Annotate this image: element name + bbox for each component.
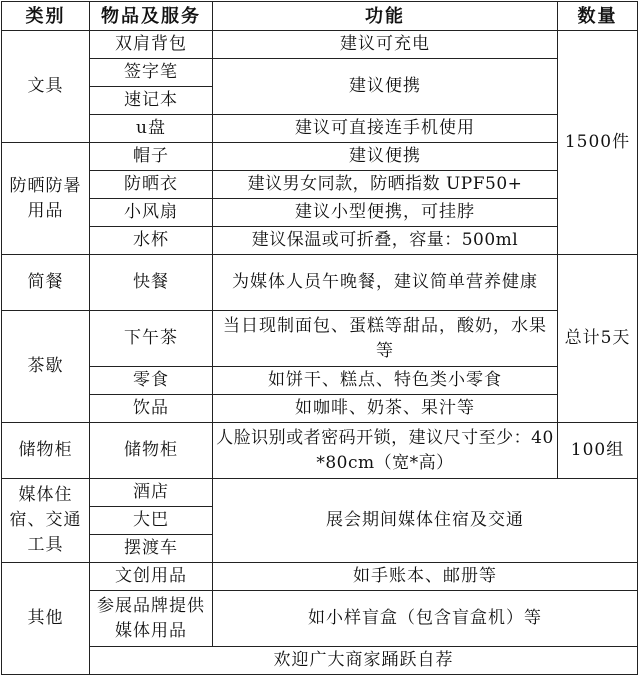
quantity-days: 总计5天 [558, 255, 638, 423]
category-tea: 茶歇 [2, 311, 90, 423]
table-row [2, 591, 638, 647]
item-cup: 水杯 [90, 227, 213, 255]
table-row [2, 423, 638, 479]
table-row [2, 171, 638, 199]
category-locker: 储物柜 [2, 423, 90, 479]
function-cup: 建议保温或可折叠，容量：500ml [213, 227, 558, 255]
function-pen-notebook: 建议便携 [213, 59, 558, 115]
item-fan: 小风扇 [90, 199, 213, 227]
item-pen: 签字笔 [90, 59, 213, 87]
function-udisk: 建议可直接连手机使用 [213, 115, 558, 143]
table-row [2, 479, 638, 507]
table-row [2, 647, 638, 675]
function-snack: 如饼干、糕点、特色类小零食 [213, 367, 558, 395]
header-item: 物品及服务 [90, 2, 213, 31]
table-row [2, 227, 638, 255]
header-function: 功能 [213, 2, 558, 31]
header-category: 类别 [2, 2, 90, 31]
item-brand: 参展品牌提供媒体用品 [90, 591, 213, 647]
item-locker: 储物柜 [90, 423, 213, 479]
item-afternoontea: 下午茶 [90, 311, 213, 367]
item-hotel: 酒店 [90, 479, 213, 507]
category-meal: 简餐 [2, 255, 90, 311]
table-row [2, 31, 638, 59]
function-sunclothes: 建议男女同款，防晒指数 UPF50+ [213, 171, 558, 199]
footer-note: 欢迎广大商家踊跃自荐 [90, 647, 638, 675]
table-row [2, 199, 638, 227]
category-media: 媒体住宿、交通工具 [2, 479, 90, 563]
item-backpack: 双肩背包 [90, 31, 213, 59]
header-row [2, 2, 638, 31]
function-fastfood: 为媒体人员午晚餐，建议简单营养健康 [213, 255, 558, 311]
table-row [2, 563, 638, 591]
function-backpack: 建议可充电 [213, 31, 558, 59]
function-drink: 如咖啡、奶茶、果汁等 [213, 395, 558, 423]
function-afternoontea: 当日现制面包、蛋糕等甜品，酸奶，水果等 [213, 311, 558, 367]
function-creative: 如手账本、邮册等 [213, 563, 638, 591]
table-row [2, 367, 638, 395]
category-other: 其他 [2, 563, 90, 675]
table-row [2, 143, 638, 171]
quantity-100: 100组 [558, 423, 638, 479]
function-fan: 建议小型便携，可挂脖 [213, 199, 558, 227]
item-drink: 饮品 [90, 395, 213, 423]
table-row [2, 311, 638, 367]
item-fastfood: 快餐 [90, 255, 213, 311]
service-table [1, 1, 638, 675]
item-sunclothes: 防晒衣 [90, 171, 213, 199]
item-udisk: u盘 [90, 115, 213, 143]
item-snack: 零食 [90, 367, 213, 395]
function-hat: 建议便携 [213, 143, 558, 171]
item-hat: 帽子 [90, 143, 213, 171]
quantity-1500: 1500件 [558, 31, 638, 255]
header-quantity: 数量 [558, 2, 638, 31]
function-locker: 人脸识别或者密码开锁，建议尺寸至少：40*80cm（宽*高） [213, 423, 558, 479]
table-row [2, 59, 638, 87]
function-media: 展会期间媒体住宿及交通 [213, 479, 638, 563]
item-shuttle: 摆渡车 [90, 535, 213, 563]
category-sun: 防晒防暑用品 [2, 143, 90, 255]
table-row [2, 115, 638, 143]
function-brand: 如小样盲盒（包含盲盒机）等 [213, 591, 638, 647]
category-stationery: 文具 [2, 31, 90, 143]
table-row [2, 395, 638, 423]
item-bus: 大巴 [90, 507, 213, 535]
item-notebook: 速记本 [90, 87, 213, 115]
table-row [2, 255, 638, 311]
item-creative: 文创用品 [90, 563, 213, 591]
